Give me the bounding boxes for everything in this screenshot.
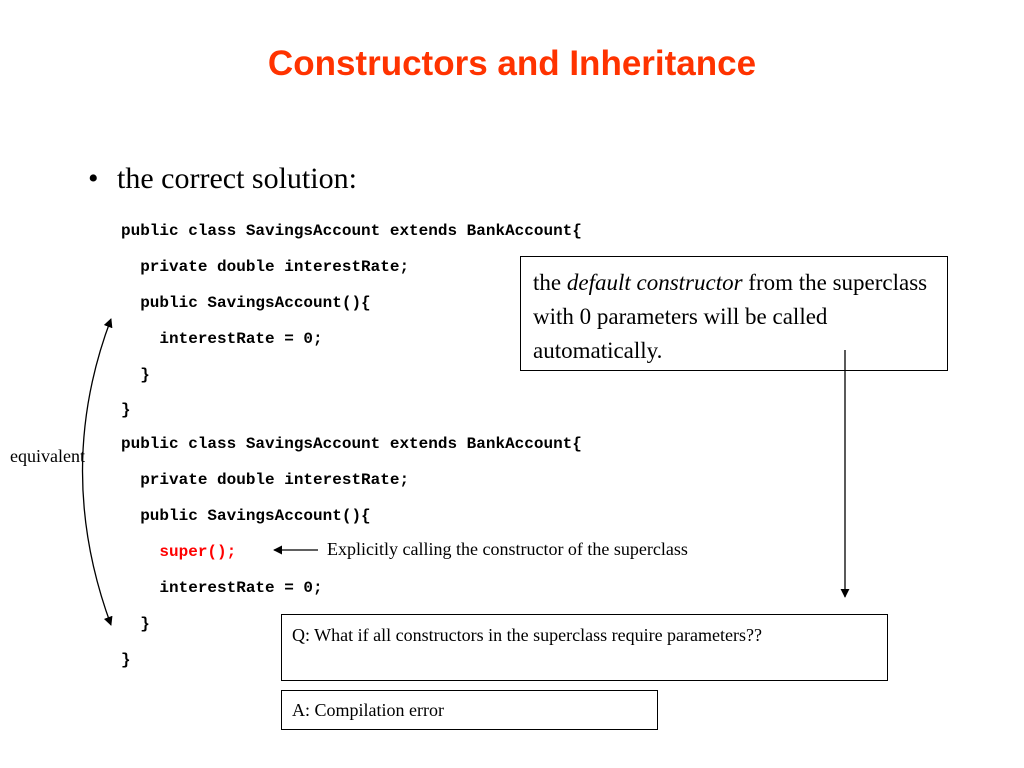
slide-title: Constructors and Inheritance xyxy=(267,44,757,83)
code-line: } xyxy=(121,615,150,633)
bullet-text: the correct solution: xyxy=(117,162,357,195)
code-line: } xyxy=(121,651,131,669)
code-line: } xyxy=(121,401,131,419)
callout-text: from the superclass with 0 parameters will be called automatically. xyxy=(533,270,928,363)
code-line: public SavingsAccount(){ xyxy=(121,507,371,525)
code-line: } xyxy=(121,366,150,384)
code-line: public class SavingsAccount extends BankAccount{ xyxy=(121,435,582,453)
question-box: Q: What if all constructors in the superclass require parameters?? xyxy=(281,614,888,681)
callout-emphasis: default constructor xyxy=(566,270,743,295)
super-call-note: Explicitly calling the constructor of the superclass xyxy=(327,539,688,559)
code-line-super-call: super(); xyxy=(121,543,237,561)
answer-box: A: Compilation error xyxy=(281,690,658,730)
code-line: interestRate = 0; xyxy=(121,330,323,348)
equivalent-arrow xyxy=(83,319,112,625)
code-line: public class SavingsAccount extends BankAccount{ xyxy=(121,222,582,240)
code-line: private double interestRate; xyxy=(121,471,410,489)
equivalent-label: equivalent xyxy=(10,446,85,466)
code-line: private double interestRate; xyxy=(121,258,410,276)
callout-text: the xyxy=(533,270,567,295)
bullet-marker: • xyxy=(88,162,99,195)
code-line: interestRate = 0; xyxy=(121,579,323,597)
code-line: public SavingsAccount(){ xyxy=(121,294,371,312)
